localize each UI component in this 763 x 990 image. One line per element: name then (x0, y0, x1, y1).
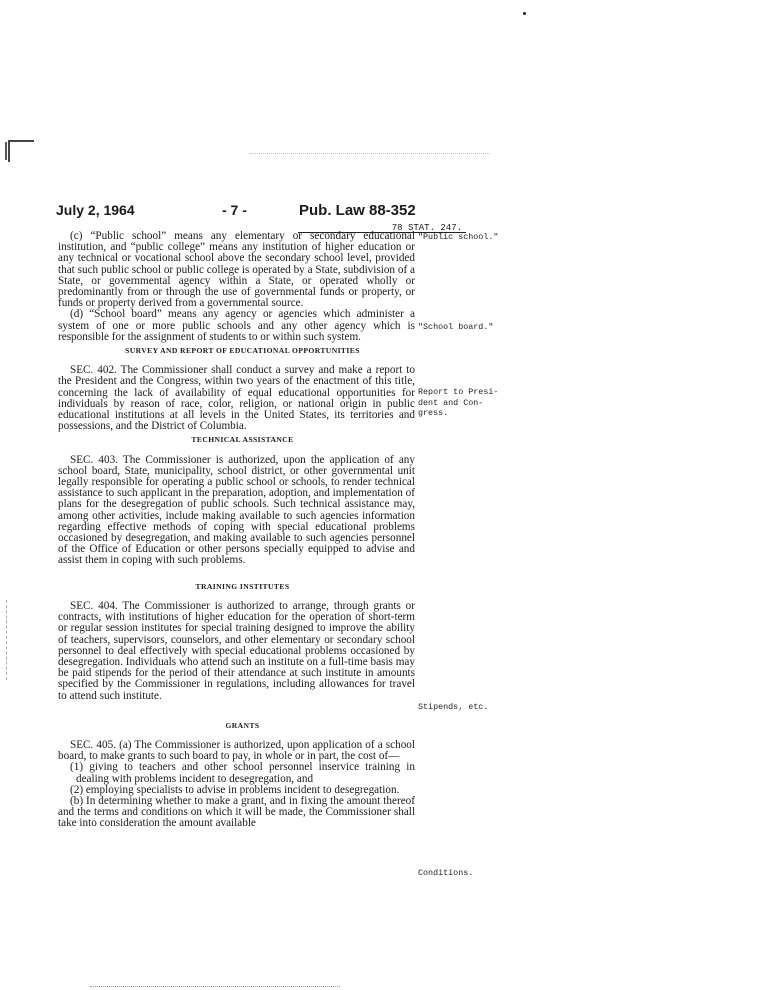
heading-survey: SURVEY AND REPORT OF EDUCATIONAL OPPORTUNITIES (125, 346, 360, 356)
paragraph-sec-405-a: SEC. 405. (a) The Commissioner is authorized, upon application of a school board, to make grants to such board to pay, in whole or in part, the cost of— (58, 738, 415, 763)
scan-bottom-line (90, 986, 340, 987)
margin-note-stipends: Stipends, etc. (418, 702, 489, 712)
header-page-number: - 7 - (222, 202, 247, 218)
paragraph-sec-403: SEC. 403. The Commissioner is authorized, upon the application of any school board, State, municipality, school district, or other governmental unit legally responsible for operating a public school or schools, to render technical assistance to such applicant in the preparation, adoption, and implementation of plans for the desegregation of public schools. Such technical assistance may, among other activities, include making available to such agencies information regarding effective methods of coping with special educational problems occasioned by desegregation, and making available to such agencies personnel of the Office of Education or other persons specially equipped to advise and assist them in coping with such problems. (58, 453, 415, 567)
margin-note-report: Report to Presi- dent and Con- gress. (418, 387, 499, 419)
document-body (58, 231, 415, 830)
margin-note-school-board: "School board." (418, 322, 494, 332)
paragraph-sec-405-b: (b) In determining whether to make a grant, and in fixing the amount thereof and the terms and conditions on which it will be made, the Commissioner shall take into consideration the amount available (58, 794, 415, 830)
crop-mark (8, 140, 34, 162)
header-law-number: Pub. Law 88-352 (299, 202, 416, 219)
scan-noise-line (250, 153, 490, 154)
scan-edge-marks (6, 600, 9, 680)
margin-note-conditions: Conditions. (418, 868, 474, 878)
heading-training-institutes: TRAINING INSTITUTES (195, 581, 290, 591)
paragraph-sec-404: SEC. 404. The Commissioner is authorized to arrange, through grants or contracts, with institutions of higher education for the operation of short-term or regular session institutes for special training designed to improve the ability of teachers, supervisors, counselors, and other elementary or secondary school personnel to deal effectively with special educational problems occasioned by desegregation. Individuals who attend such an institute on a full-time basis may be paid stipends for the period of their attendance at such institute in amounts specified by the Commissioner in regulations, including allowances for travel to attend such institute. (58, 599, 415, 702)
heading-grants: GRANTS (225, 720, 260, 730)
header-date: July 2, 1964 (56, 202, 135, 218)
page-header (56, 202, 496, 224)
stat-citation: 78 STAT. 247. (391, 223, 462, 233)
paragraph-school-board: (d) “School board” means any agency or agencies which administer a system of one or more public schools and any other agency which is responsible for the assignment of students to or within such system. (58, 308, 415, 343)
paragraph-sec-402: SEC. 402. The Commissioner shall conduct a survey and make a report to the President and the Congress, within two years of the enactment of this title, concerning the lack of availability of equal educational opportunities for individuals by reason of race, color, religion, or national origin in public educational institutions at all levels in the United States, its territories and possessions, and the District of Columbia. (58, 364, 415, 433)
heading-technical-assistance: TECHNICAL ASSISTANCE (191, 435, 294, 445)
paragraph-public-school: (c) “Public school” means any elementary or secondary educational institution, and “public college” means any institution of higher education or any technical or vocational school above the secondary school level, provided that such public school or public college is operated by a State, subdivision of a State, or governmental agency within a State, or operated wholly or predominantly from or through the use of governmental funds or property, or funds or property derived from a governmental source. (58, 230, 415, 310)
list-item-1: (1) giving to teachers and other school personnel inservice training in dealing with problems incident to desegregation, and (70, 761, 415, 785)
scan-speck (523, 12, 526, 15)
margin-note-public-school: "Public school." (418, 232, 499, 242)
list-item-2: (2) employing specialists to advise in problems incident to desegregation. (70, 783, 400, 796)
